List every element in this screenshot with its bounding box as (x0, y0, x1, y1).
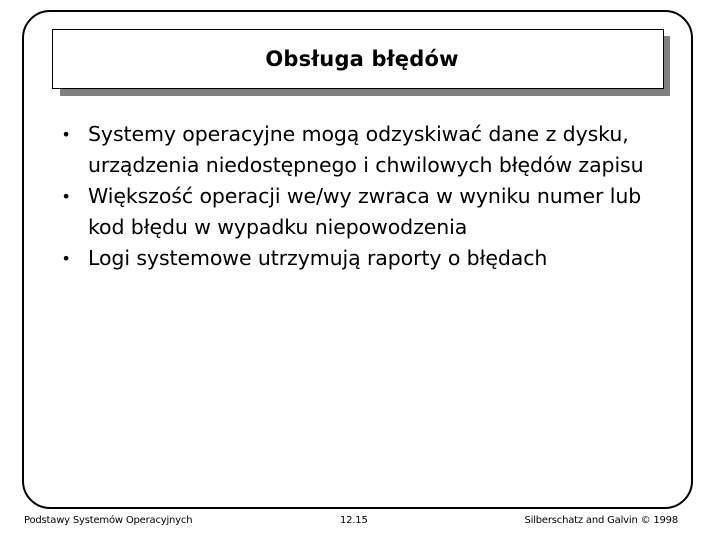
bullet-icon: • (61, 125, 71, 144)
footer-copyright: Silberschatz and Galvin © 1998 (524, 515, 678, 526)
footer-page-number: 12.15 (340, 515, 368, 526)
slide-title: Obsługa błędów (265, 47, 459, 71)
footer-course-name: Podstawy Systemów Operacyjnych (24, 515, 193, 526)
bullet-icon: • (61, 249, 71, 268)
title-box (52, 29, 664, 89)
bullet-item (58, 181, 678, 243)
bullet-list (58, 119, 678, 274)
bullet-item (58, 119, 678, 181)
bullet-icon: • (61, 187, 71, 206)
bullet-text: Większość operacji we/wy zwraca w wyniku numer lub kod błędu w wypadku niepowodzenia (88, 184, 642, 239)
bullet-text: Logi systemowe utrzymują raporty o błędach (88, 246, 548, 270)
bullet-text: Systemy operacyjne mogą odzyskiwać dane z dysku, urządzenia niedostępnego i chwilowych błędów zapisu (88, 122, 644, 177)
bullet-item (58, 243, 678, 274)
